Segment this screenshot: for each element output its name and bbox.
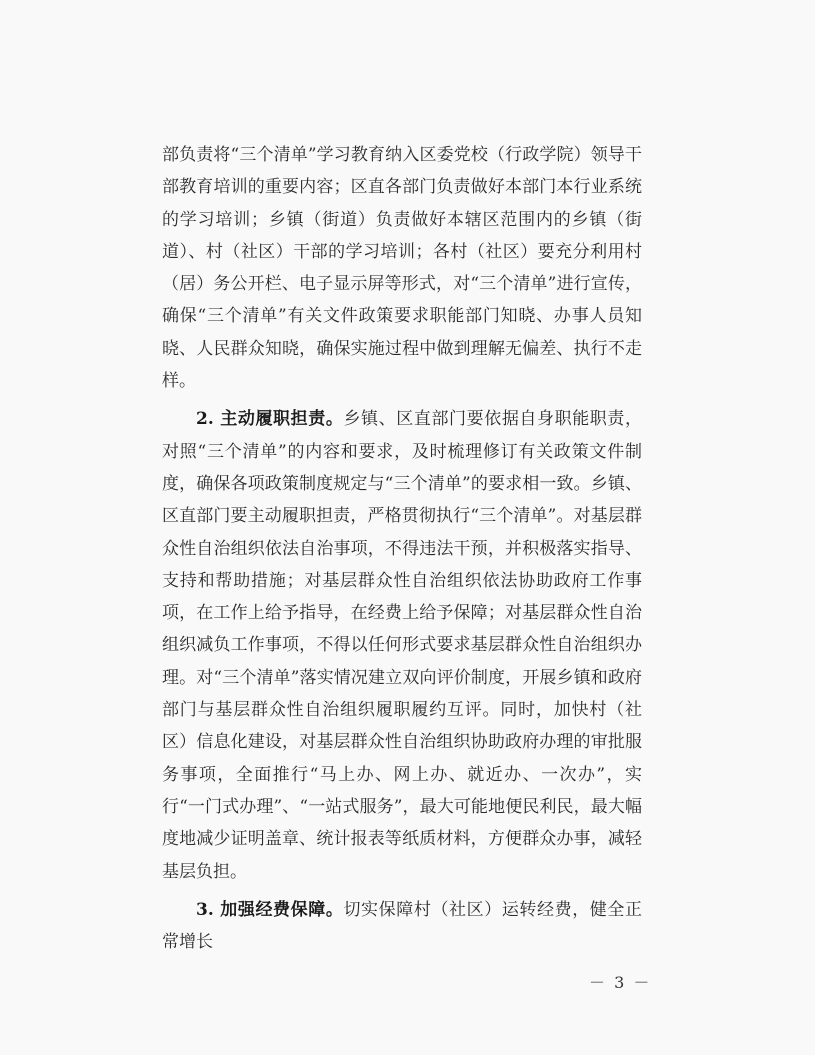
paragraph-heading: 3. 加强经费保障。 bbox=[196, 899, 344, 920]
paragraph-3 bbox=[162, 894, 642, 959]
page-number: － 3 － bbox=[589, 973, 652, 992]
paragraph-2 bbox=[162, 403, 642, 887]
paragraph-text: 部负责将“三个清单”学习教育纳入区委党校（行政学院）领导干部教育培训的重要内容；区直各部门负责做好本部门本行业系统的学习培训；乡镇（街道）负责做好本辖区范围内的乡镇（街道）、村（社区）干部的学习培训；各村（社区）要充分利用村（居）务公开栏、电子显示屏等形式，对“三个清单”进行宣传，确保“三个清单”有关文件政策要求职能部门知晓、办事人员知晓、人民群众知晓，确保实施过程中做到理解无偏差、执行不走样。 bbox=[162, 145, 642, 392]
paragraph-text: 乡镇、区直部门要依据自身职能职责，对照“三个清单”的内容和要求，及时梳理修订有关政策文件制度，确保各项政策制度规定与“三个清单”的要求相一致。乡镇、区直部门要主动履职担责，严格贯彻执行“三个清单”。对基层群众性自治组织依法自治事项，不得违法干预，并积极落实指导、支持和帮助措施；对基层群众性自治组织依法协助政府工作事项，在工作上给予指导，在经费上给予保障；对基层群众性自治组织减负工作事项，不得以任何形式要求基层群众性自治组织办理。对“三个清单”落实情况建立双向评价制度，开展乡镇和政府部门与基层群众性自治组织履职履约互评。同时，加快村（社区）信息化建设，对基层群众性自治组织协助政府办理的审批服务事项，全面推行“马上办、网上办、就近办、一次办”，实行“一门式办理”、“一站式服务”，最大可能地便民利民，最大幅度地减少证明盖章、统计报表等纸质材料，方便群众办事，减轻基层负担。 bbox=[162, 409, 643, 882]
paragraph-text: 切实保障村（社区）运转经费，健全正常增长 bbox=[162, 899, 643, 953]
paragraph-heading: 2. 主动履职担责。 bbox=[196, 409, 344, 430]
paragraph-continuation bbox=[162, 139, 642, 397]
document-body bbox=[162, 139, 642, 958]
